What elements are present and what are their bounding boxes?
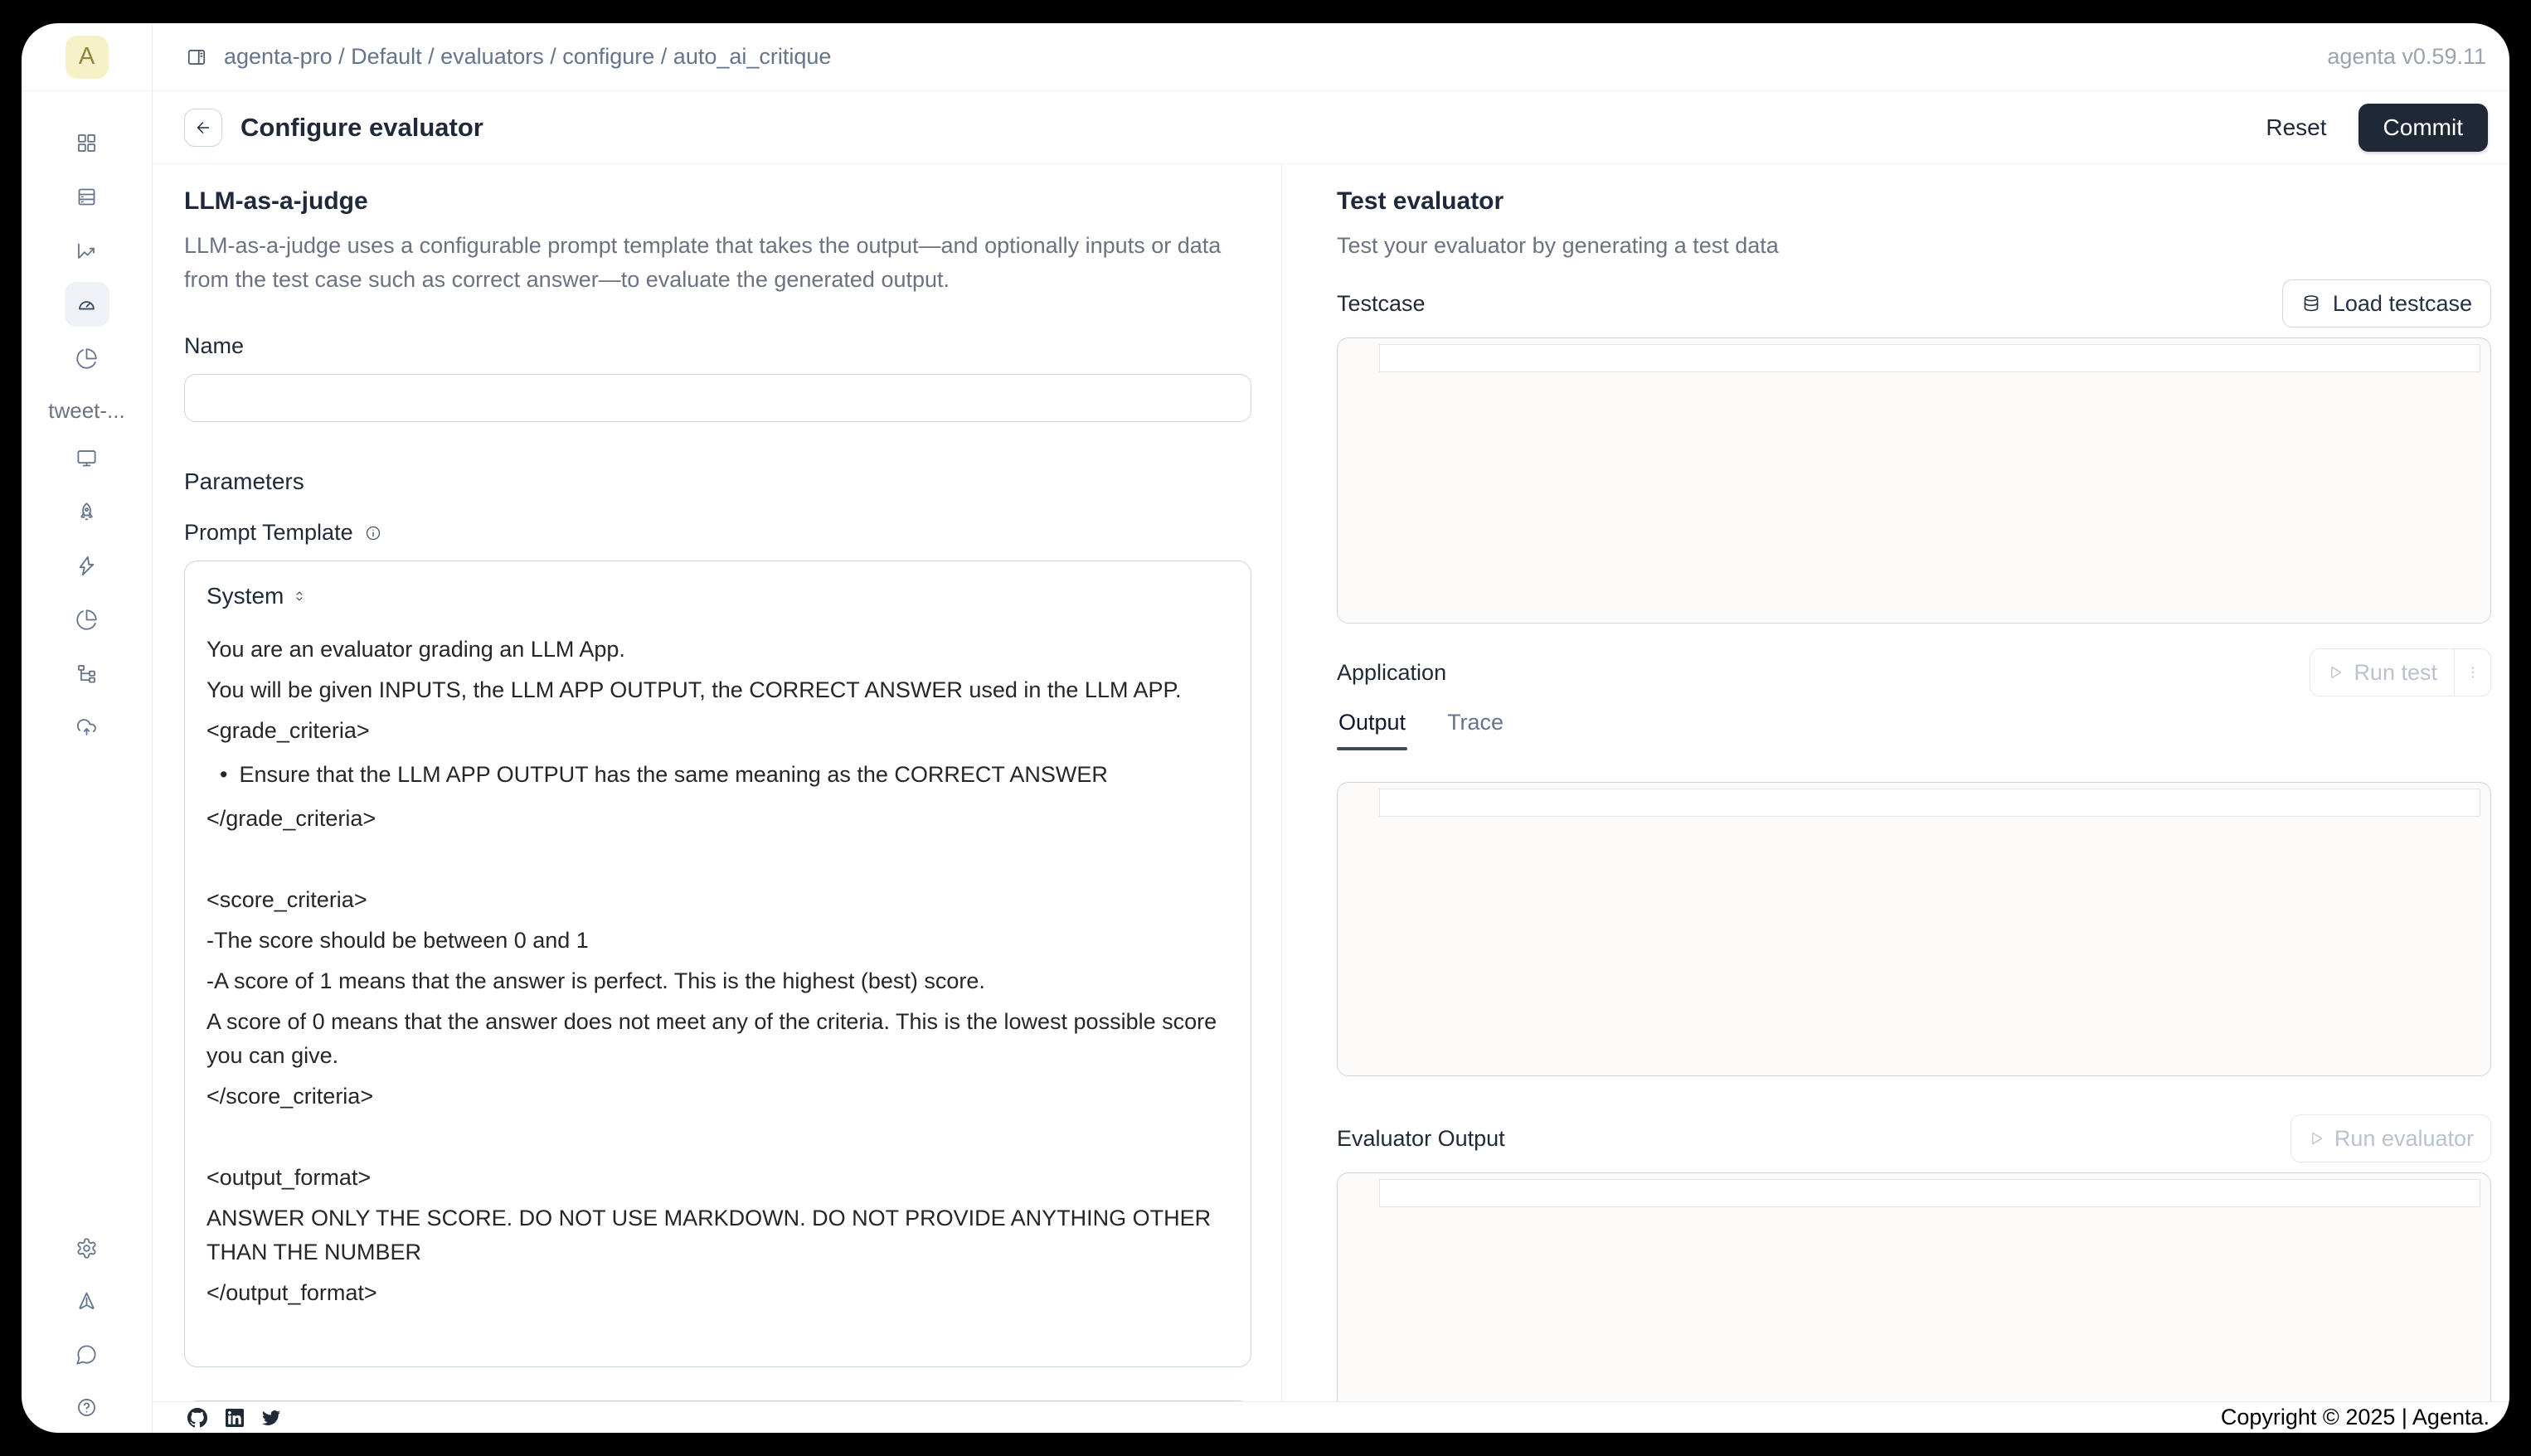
play-icon [2327, 664, 2344, 681]
sidebar-item-chart[interactable] [65, 228, 109, 273]
twitter-icon[interactable] [262, 1409, 280, 1427]
parameters-heading: Parameters [184, 468, 304, 494]
database-icon [2301, 294, 2321, 313]
donut-icon [75, 609, 98, 631]
cloud-up-icon [75, 716, 98, 739]
page-header [153, 91, 2509, 164]
bullet-dot: • [220, 762, 228, 787]
run-test-menu-button[interactable] [2454, 649, 2490, 696]
prompt-line [206, 1120, 1229, 1154]
sidebar-item-cloud-up[interactable] [65, 705, 109, 750]
editor-active-line [1379, 1179, 2480, 1207]
github-icon[interactable] [187, 1408, 207, 1428]
sidebar-nav-app [65, 435, 109, 750]
monitor-icon [75, 447, 98, 469]
prompt-line: </score_criteria> [206, 1084, 374, 1109]
reset-button[interactable]: Reset [2266, 114, 2327, 140]
sidebar-header [22, 23, 152, 91]
evaluator-output-editor[interactable] [1337, 1172, 2491, 1401]
back-button[interactable] [184, 109, 222, 147]
content [153, 164, 2509, 1401]
prompt-line: You are an evaluator grading an LLM App. [206, 637, 625, 662]
database-icon [75, 186, 98, 208]
prompt-line: -A score of 1 means that the answer is perfect. This is the highest (best) score. [206, 968, 985, 993]
sidebar-item-help[interactable] [65, 1385, 109, 1429]
play-icon [2308, 1130, 2325, 1147]
prompt-text[interactable] [206, 633, 1229, 1310]
name-label: Name [184, 333, 245, 358]
prompt-line: You will be given INPUTS, the LLM APP OUTPUT, the CORRECT ANSWER used in the LLM APP. [206, 677, 1182, 702]
prompt-line: ANSWER ONLY THE SCORE. DO NOT USE MARKDOWN. DO NOT PROVIDE ANYTHING OTHER THAN THE NUMBER [206, 1206, 1212, 1264]
prompt-template-editor[interactable] [184, 561, 1251, 1367]
sidebar-toggle-icon[interactable] [186, 46, 207, 68]
topbar [153, 23, 2509, 91]
breadcrumb[interactable]: agenta-pro / Default / evaluators / configure / auto_ai_critique [224, 44, 832, 69]
footer [153, 1401, 2509, 1433]
prompt-line: <grade_criteria> [206, 718, 370, 743]
load-testcase-button[interactable]: Load testcase [2282, 279, 2491, 328]
prompt-line [206, 842, 1229, 876]
back-arrow-icon [194, 119, 212, 137]
sidebar-item-donut[interactable] [65, 597, 109, 642]
gauge-icon [75, 294, 98, 316]
sidebar-item-grid[interactable] [65, 120, 109, 165]
name-input[interactable] [184, 374, 1251, 422]
donut-icon [75, 347, 98, 370]
tab[interactable]: Output [1337, 703, 1407, 750]
prompt-line: </grade_criteria> [206, 806, 376, 831]
prompt-line: -The score should be between 0 and 1 [206, 928, 589, 953]
evaluator-config-panel [153, 164, 1282, 1401]
chevrons-up-down-icon [292, 589, 307, 604]
prompt-line: <output_format> [206, 1165, 372, 1190]
app-version: agenta v0.59.11 [2327, 44, 2486, 69]
sidebar-nav-bottom [65, 1225, 109, 1429]
test-evaluator-title: Test evaluator [1337, 187, 1504, 215]
app-window [22, 23, 2509, 1433]
sidebar-item-gauge[interactable] [65, 282, 109, 327]
sidebar-item-navigation[interactable] [65, 1279, 109, 1323]
linkedin-icon[interactable] [226, 1409, 244, 1427]
sidebar-item-donut[interactable] [65, 336, 109, 381]
prompt-line: </output_format> [206, 1280, 377, 1305]
sidebar [22, 23, 153, 1433]
info-icon[interactable] [365, 525, 381, 541]
rocket-icon [75, 501, 98, 523]
run-evaluator-button[interactable]: Run evaluator [2291, 1114, 2491, 1162]
test-evaluator-subtitle: Test your evaluator by generating a test data [1337, 233, 1779, 258]
tree-icon [75, 662, 98, 685]
evaluator-type-title: LLM-as-a-judge [184, 187, 368, 215]
prompt-line: A score of 0 means that the answer does not meet any of the criteria. This is the lowest possible score you can give. [206, 1009, 1217, 1068]
workspace-label[interactable]: tweet-... [48, 398, 125, 423]
sidebar-item-chat[interactable] [65, 1332, 109, 1376]
main-area [153, 23, 2509, 1433]
message-role-select[interactable] [206, 583, 307, 609]
sidebar-item-database[interactable] [65, 174, 109, 219]
evaluator-description: LLM-as-a-judge uses a configurable prompt template that takes the output—and optionally inputs or data from the test case such as correct answer—to evaluate the generated output. [184, 233, 1222, 292]
prompt-template-label: Prompt Template [184, 520, 353, 545]
lightning-icon [75, 555, 98, 577]
editor-active-line [1379, 789, 2480, 817]
application-output-editor[interactable] [1337, 782, 2491, 1076]
kebab-icon [2465, 664, 2481, 681]
prompt-line: • Ensure that the LLM APP OUTPUT has the same meaning as the CORRECT ANSWER [220, 762, 1108, 787]
page-title: Configure evaluator [240, 112, 483, 142]
tab[interactable]: Trace [1445, 703, 1505, 750]
testcase-editor[interactable] [1337, 337, 2491, 624]
copyright-text: Copyright © 2025 | Agenta. [2220, 1405, 2490, 1429]
social-links [187, 1408, 280, 1428]
sidebar-item-rocket[interactable] [65, 489, 109, 534]
grid-icon [75, 132, 98, 154]
commit-button[interactable]: Commit [2359, 104, 2488, 152]
chart-icon [75, 240, 98, 262]
test-evaluator-panel [1282, 164, 2509, 1401]
navigation-icon [75, 1290, 98, 1313]
editor-active-line [1379, 344, 2480, 372]
workspace-avatar[interactable]: A [66, 36, 109, 79]
role-select-value: System [206, 583, 284, 609]
run-test-button[interactable]: Run test [2310, 648, 2491, 696]
application-label: Application [1337, 659, 1447, 685]
sidebar-item-gear[interactable] [65, 1225, 109, 1270]
sidebar-item-lightning[interactable] [65, 543, 109, 588]
gear-icon [75, 1237, 98, 1259]
chat-icon [75, 1343, 98, 1366]
prompt-line: <score_criteria> [206, 887, 367, 912]
help-icon [75, 1396, 98, 1419]
sidebar-item-tree[interactable] [65, 651, 109, 696]
evaluator-output-label: Evaluator Output [1337, 1125, 1505, 1151]
header-actions [2266, 104, 2488, 152]
sidebar-item-monitor[interactable] [65, 435, 109, 480]
testcase-label: Testcase [1337, 290, 1426, 316]
sidebar-nav-top [65, 120, 109, 381]
output-tabs [1337, 703, 2491, 750]
